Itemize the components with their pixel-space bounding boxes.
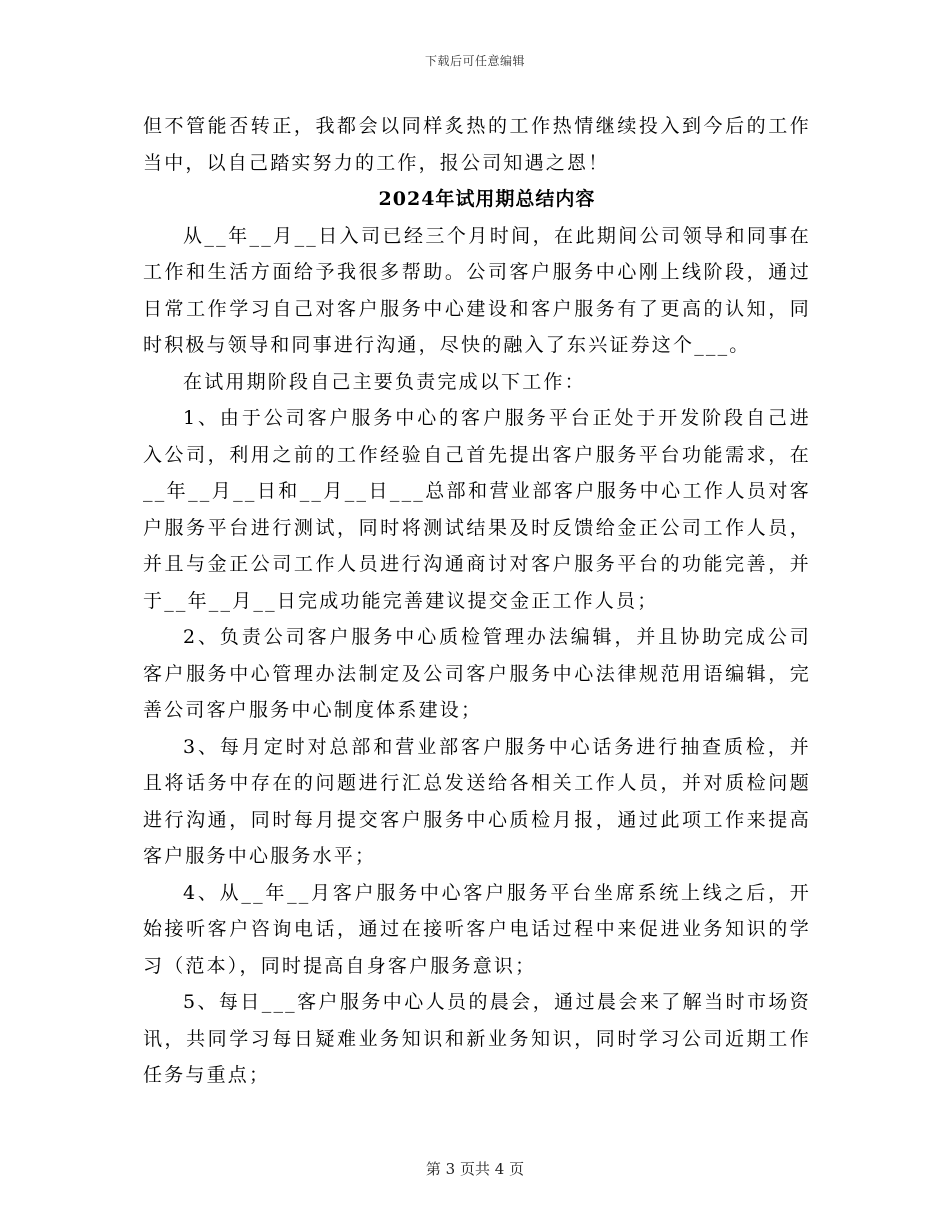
intro-paragraph: 但不管能否转正，我都会以同样炙热的工作热情继续投入到今后的工作当中，以自己踏实努力的工作，报公司知遇之恩！ [143, 115, 811, 174]
paragraph-item-4: 4、从__年__月客户服务中心客户服务平台坐席系统上线之后，开始接听客户咨询电话，通过在接听客户电话过程中来促进业务知识的学习（范本），同时提高自身客户服务意识； [143, 881, 811, 977]
document-body [143, 108, 811, 1094]
paragraph-item-1: 1、由于公司客户服务中心的客户服务平台正处于开发阶段自己进入公司，利用之前的工作经验自己首先提出客户服务平台功能需求，在__年__月__日和__月__日___总部和营业部客户服务中心工作人员对客户服务平台进行测试，同时将测试结果及时反馈给金正公司工作人员，并且与金正公司工作人员进行沟通商讨对客户服务平台的功能完善，并于__年__月__日完成功能完善建议提交金正工作人员； [143, 407, 811, 612]
paragraph-intro-period: 从__年__月__日入司已经三个月时间，在此期间公司领导和同事在工作和生活方面给予我很多帮助。公司客户服务中心刚上线阶段，通过日常工作学习自己对客户服务中心建设和客户服务有了更高的认知，同时积极与领导和同事进行沟通，尽快的融入了东兴证券这个___。 [143, 224, 811, 356]
paragraph-item-5: 5、每日___客户服务中心人员的晨会，通过晨会来了解当时市场资讯，共同学习每日疑难业务知识和新业务知识，同时学习公司近期工作任务与重点； [143, 991, 811, 1086]
page-header: 下载后可任意编辑 [424, 54, 525, 68]
paragraph-item-3: 3、每月定时对总部和营业部客户服务中心话务进行抽查质检，并且将话务中存在的问题进行汇总发送给各相关工作人员，并对质检问题进行沟通，同时每月提交客户服务中心质检月报，通过此项工作来提高客户服务中心服务水平； [143, 735, 811, 867]
paragraph-item-2: 2、负责公司客户服务中心质检管理办法编辑，并且协助完成公司客户服务中心管理办法制定及公司客户服务中心法律规范用语编辑，完善公司客户服务中心制度体系建设； [143, 626, 811, 721]
page-number: 第 3 页共 4 页 [425, 1160, 525, 1178]
document-title: 2024年试用期总结内容 [378, 188, 596, 210]
paragraph-work-summary-lead: 在试用期阶段自己主要负责完成以下工作： [183, 370, 586, 393]
